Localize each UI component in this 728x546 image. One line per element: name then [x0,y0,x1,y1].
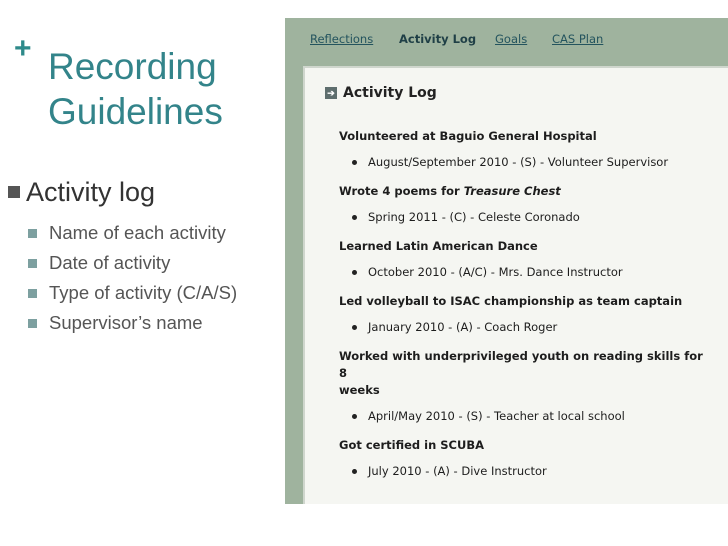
bullet-dot-icon [352,414,357,419]
activity-detail [352,409,714,424]
nav-link-goals[interactable]: Goals [495,32,528,46]
slide-title [48,44,223,134]
nav-link-cas-plan[interactable]: CAS Plan [552,32,604,46]
activity-title: Got certified in SCUBA [339,438,484,452]
activity-entry [339,293,714,335]
square-bullet-icon [28,259,37,268]
slide-title-line2: Guidelines [48,91,223,132]
activity-detail [352,320,714,335]
main-bullet [8,176,155,208]
activity-title: Worked with underprivileged youth on reading skills for 8 weeks [339,349,703,397]
square-bullet-icon [28,229,37,238]
activity-detail [352,265,714,280]
activity-detail-text: April/May 2010 - (S) - Teacher at local school [368,409,625,423]
sub-bullet-text: Supervisor’s name [49,312,203,333]
activity-detail [352,210,714,225]
activity-entry [339,238,714,280]
sub-bullet [28,308,237,338]
activity-detail-text: January 2010 - (A) - Coach Roger [368,320,558,334]
arrow-right-icon: ➔ [325,87,337,99]
activity-log-content [303,66,728,504]
activity-detail [352,155,714,170]
sub-bullet-text: Date of activity [49,252,171,273]
sub-bullet [28,248,237,278]
sub-bullet-list [28,218,237,338]
sub-bullet [28,218,237,248]
content-title: Activity Log [343,85,437,101]
nav-link-reflections[interactable]: Reflections [310,32,374,46]
activity-title: Learned Latin American Dance [339,239,538,253]
square-bullet-icon [28,289,37,298]
activity-detail-text: October 2010 - (A/C) - Mrs. Dance Instructor [368,265,623,279]
activity-entry [339,437,714,479]
square-bullet-icon [8,186,20,198]
activity-entry [339,128,714,170]
activity-detail-text: July 2010 - (A) - Dive Instructor [368,464,547,478]
bullet-dot-icon [352,325,357,330]
slide-title-line1: Recording [48,46,217,87]
activity-title: Volunteered at Baguio General Hospital [339,129,597,143]
nav-link-activity-log[interactable]: Activity Log [399,32,477,46]
content-header [325,85,437,101]
sub-bullet-text: Type of activity (C/A/S) [49,282,238,303]
activity-title-italic: Treasure Chest [463,184,561,198]
activity-log-screenshot [285,18,728,504]
activity-detail-text: Spring 2011 - (C) - Celeste Coronado [368,210,580,224]
activity-entry [339,183,714,225]
activity-detail-text: August/September 2010 - (S) - Volunteer Supervisor [368,155,669,169]
bullet-dot-icon [352,160,357,165]
sub-bullet [28,278,237,308]
bullet-dot-icon [352,270,357,275]
nav-bar [285,18,728,64]
activity-title: Led volleyball to ISAC championship as team captain [339,294,683,308]
bullet-dot-icon [352,469,357,474]
activity-entries [339,128,714,479]
plus-sign: + [14,32,32,65]
activity-title: Wrote 4 poems for Treasure Chest [339,184,561,198]
square-bullet-icon [28,319,37,328]
main-bullet-text: Activity log [26,177,156,207]
sub-bullet-text: Name of each activity [49,222,226,243]
activity-entry [339,348,714,424]
bullet-dot-icon [352,215,357,220]
activity-detail [352,464,714,479]
